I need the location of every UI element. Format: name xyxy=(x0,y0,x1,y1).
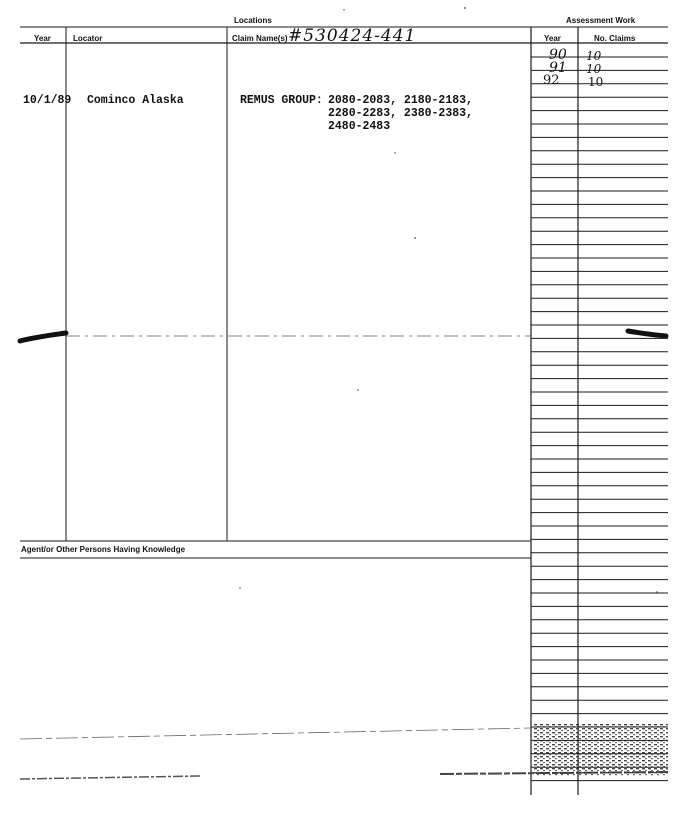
aw-row-3-year: 92 xyxy=(543,73,560,88)
locator-column-header: Locator xyxy=(73,34,103,43)
entry-claims-line-1: 2080-2083, 2180-2183, xyxy=(328,94,473,107)
locations-header: Locations xyxy=(234,16,272,25)
entry-locator: Cominco Alaska xyxy=(87,94,184,107)
aw-year-column-header: Year xyxy=(544,34,561,43)
entry-claims-line-2: 2280-2283, 2380-2383, xyxy=(328,107,473,120)
claim-number-handwritten: #530424-441 xyxy=(288,26,417,46)
entry-group-label: REMUS GROUP: xyxy=(240,94,323,107)
aw-row-1-year: 90 xyxy=(549,47,567,63)
claim-names-column-header: Claim Name(s) xyxy=(232,34,288,43)
agent-section-label: Agent/or Other Persons Having Knowledge xyxy=(21,545,186,554)
year-column-header: Year xyxy=(34,34,51,43)
aw-row-2-claims: 10 xyxy=(586,62,602,76)
entry-year: 10/1/89 xyxy=(23,94,72,107)
aw-row-3-claims: 10 xyxy=(588,75,604,89)
assessment-work-header: Assessment Work xyxy=(566,16,636,25)
aw-row-1-claims: 10 xyxy=(586,49,602,63)
entry-claims-line-3: 2480-2483 xyxy=(328,120,391,133)
aw-claims-column-header: No. Claims xyxy=(594,34,636,43)
aw-row-2-year: 91 xyxy=(549,60,567,76)
